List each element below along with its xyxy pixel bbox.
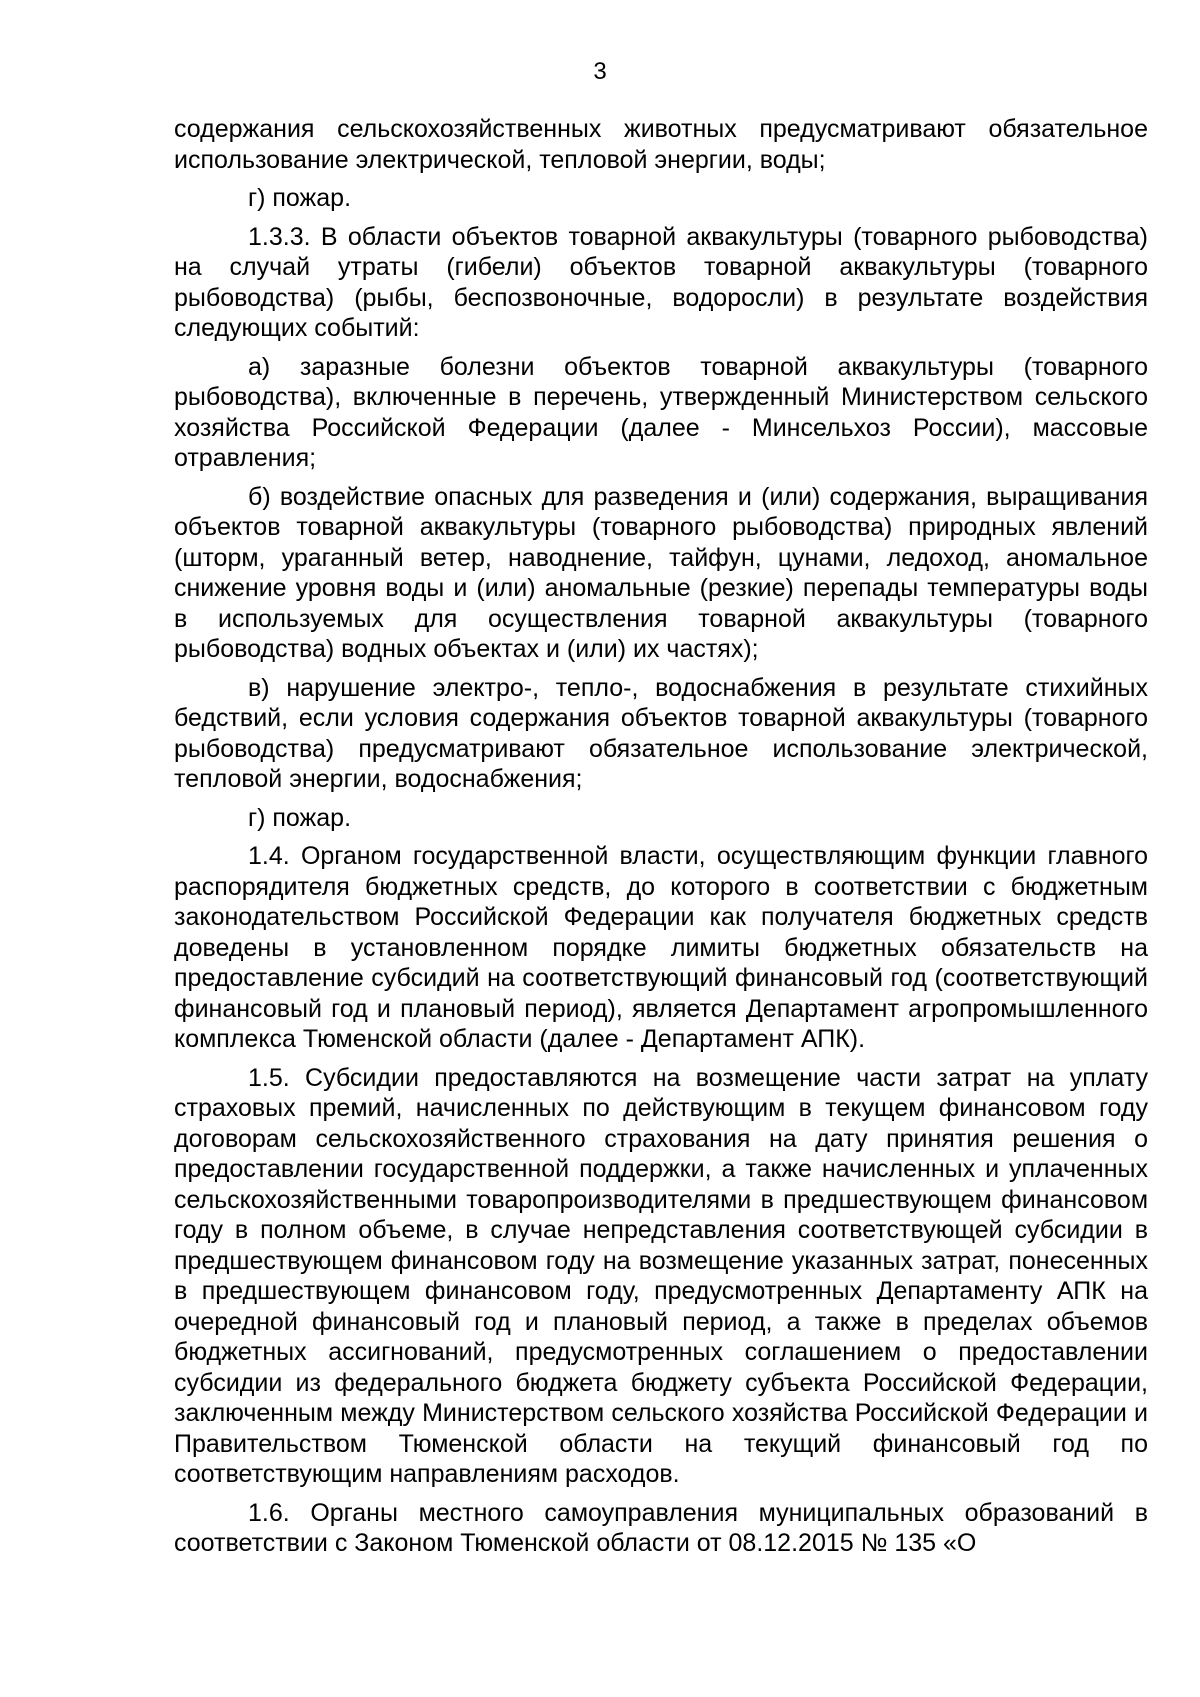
paragraph-1-3-3: 1.3.3. В области объектов товарной аквакультуры (товарного рыбоводства) на случай утраты (гибели) объектов товарной аквакультуры (товарного рыбоводства) (рыбы, беспозвоночные, водоросли) в результате воздействия следующих событий: [174, 222, 1148, 342]
paragraph-item-a: а) заразные болезни объектов товарной аквакультуры (товарного рыбоводства), включенные в перечень, утвержденный Министерством сельского хозяйства Российской Федерации (далее - Минсельхоз России), массовые отравления; [174, 352, 1148, 472]
paragraph-item-g-fire-livestock: г) пожар. [248, 184, 352, 212]
paragraph-item-b: б) воздействие опасных для разведения и (или) содержания, выращивания объектов товарной аквакультуры (товарного рыбоводства) природных явлений (шторм, ураганный ветер, наводнение, тайфун, цунами, ледоход, аномальное снижение уровня воды и (или) аномальные (резкие) перепады температуры воды в используемых для осуществления товарной аквакультуры (товарного рыбоводства) водных объектах и (или) их частях); [174, 482, 1148, 663]
document-body [174, 114, 1148, 1559]
paragraph-item-g-fire-aquaculture: г) пожар. [248, 803, 352, 832]
paragraph-item-v: в) нарушение электро-, тепло-, водоснабжения в результате стихийных бедствий, если условия содержания объектов товарной аквакультуры (товарного рыбоводства) предусматривают обязательное использование электрической, тепловой энергии, водоснабжения; [174, 673, 1148, 793]
paragraph-1-5: 1.5. Субсидии предоставляются на возмещение части затрат на уплату страховых премий, начисленных по действующим в текущем финансовом году договорам сельскохозяйственного страхования на дату принятия решения о предоставлении государственной поддержки, а также начисленных и уплаченных сельскохозяйственными товаропроизводителями в предшествующем финансовом году в полном объеме, в случае непредставления соответствующей субсидии в предшествующем финансовом году на возмещение указанных затрат, понесенных в предшествующем финансовом году, предусмотренных Департаменту АПК на очередной финансовый год и плановый период, а также в пределах объемов бюджетных ассигнований, предусмотренных соглашением о предоставлении субсидии из федерального бюджета бюджету субъекта Российской Федерации, заключенным между Министерством сельского хозяйства Российской Федерации и Правительством Тюменской области на текущий финансовый год по соответствующим направлениям расходов. [174, 1063, 1148, 1488]
page-number: 3 [593, 58, 607, 85]
paragraph-continuation: содержания сельскохозяйственных животных предусматривают обязательное использование электрической, тепловой энергии, воды; [174, 115, 1148, 174]
paragraph-1-6: 1.6. Органы местного самоуправления муниципальных образований в соответствии с Законом Тюменской области от 08.12.2015 № 135 «О [174, 1498, 1148, 1557]
paragraph-1-4: 1.4. Органом государственной власти, осуществляющим функции главного распорядителя бюджетных средств, до которого в соответствии с бюджетным законодательством Российской Федерации как получателя бюджетных средств доведены в установленном порядке лимиты бюджетных обязательств на предоставление субсидий на соответствующий финансовый год (соответствующий финансовый год и плановый период), является Департамент агропромышленного комплекса Тюменской области (далее - Департамент АПК). [174, 842, 1148, 1053]
